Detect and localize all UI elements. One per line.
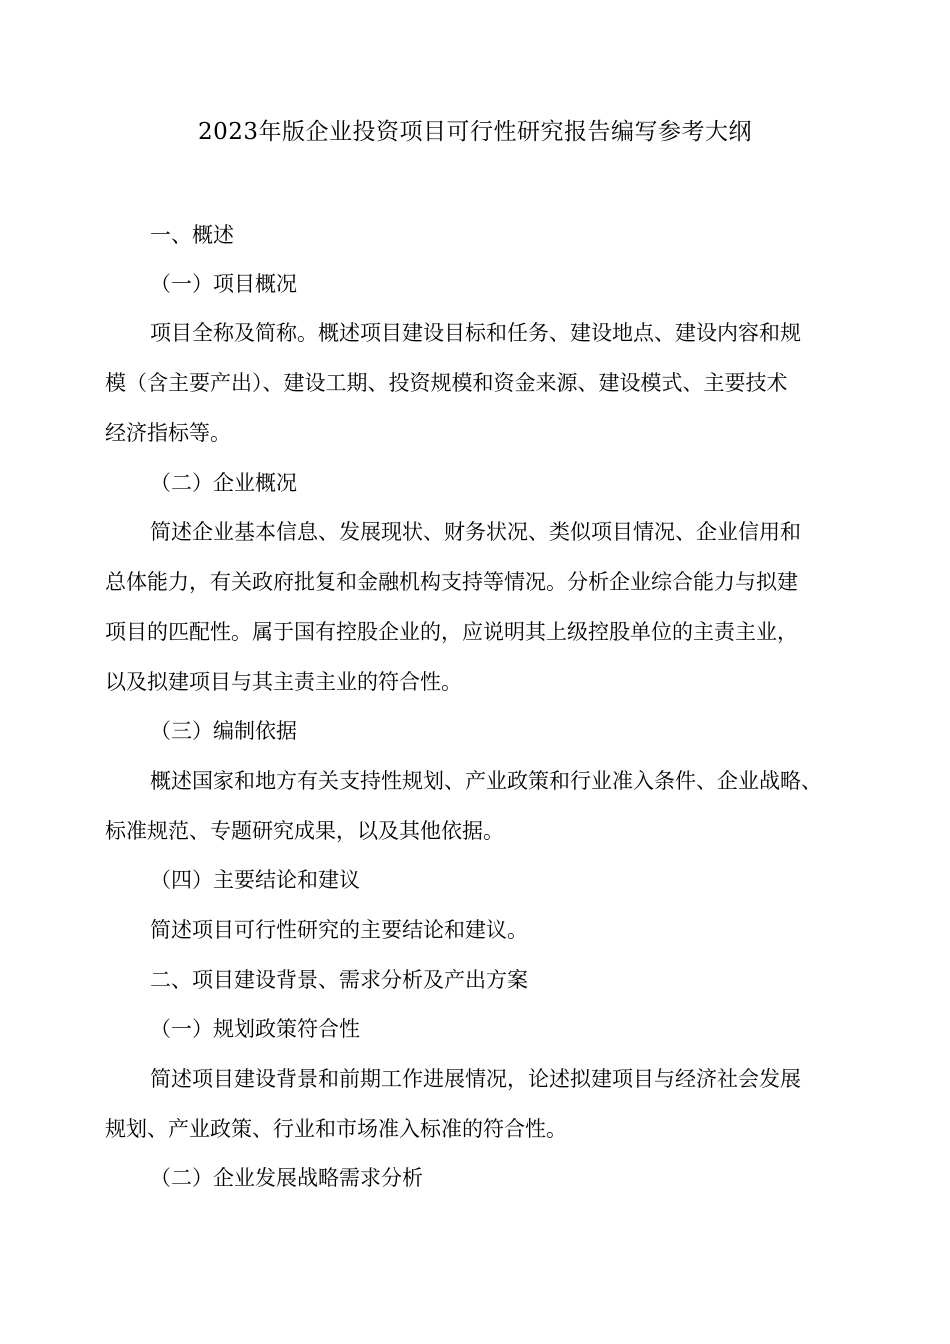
subsection-heading-company-overview: （二）企业概况 <box>150 471 297 495</box>
paragraph-line: 总体能力，有关政府批复和金融机构支持等情况。分析企业综合能力与拟建 <box>105 570 798 594</box>
subsection-heading-strategy-demand: （二）企业发展战略需求分析 <box>150 1166 423 1190</box>
paragraph-line: 以及拟建项目与其主责主业的符合性。 <box>105 670 462 694</box>
section-heading-overview: 一、概述 <box>150 223 234 247</box>
paragraph-line: 简述项目建设背景和前期工作进展情况，论述拟建项目与经济社会发展 <box>150 1067 801 1091</box>
paragraph-line: 规划、产业政策、行业和市场准入标准的符合性。 <box>105 1117 567 1141</box>
paragraph-line: 简述项目可行性研究的主要结论和建议。 <box>150 918 528 942</box>
paragraph-line: 标准规范、专题研究成果，以及其他依据。 <box>105 819 504 843</box>
subsection-heading-conclusions: （四）主要结论和建议 <box>150 868 360 892</box>
paragraph-line: 经济指标等。 <box>105 421 231 445</box>
subsection-heading-basis: （三）编制依据 <box>150 719 297 743</box>
section-heading-background: 二、项目建设背景、需求分析及产出方案 <box>150 968 528 992</box>
paragraph-line: 简述企业基本信息、发展现状、财务状况、类似项目情况、企业信用和 <box>150 520 801 544</box>
paragraph-line: 项目全称及简称。概述项目建设目标和任务、建设地点、建设内容和规 <box>150 321 801 345</box>
document-title: 2023年版企业投资项目可行性研究报告编写参考大纲 <box>197 119 753 145</box>
paragraph-line: 概述国家和地方有关支持性规划、产业政策和行业准入条件、企业战略、 <box>150 769 822 793</box>
subsection-heading-policy-compliance: （一）规划政策符合性 <box>150 1017 360 1041</box>
paragraph-line: 项目的匹配性。属于国有控股企业的，应说明其上级控股单位的主责主业， <box>105 620 798 644</box>
paragraph-line: 模（含主要产出）、建设工期、投资规模和资金来源、建设模式、主要技术 <box>105 371 788 395</box>
subsection-heading-project-overview: （一）项目概况 <box>150 272 297 296</box>
